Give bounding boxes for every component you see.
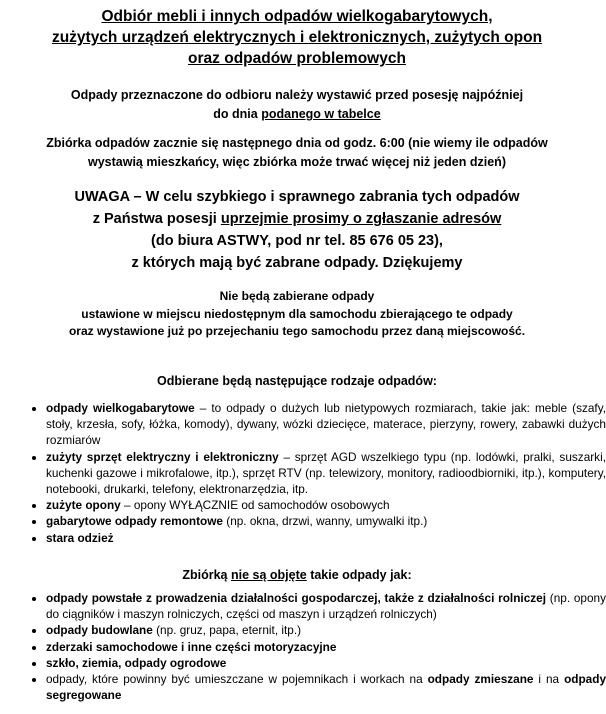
document-title (40, 6, 554, 69)
not-collected-notice (10, 288, 584, 341)
warning-line-3: (do biura ASTWY, pod nr tel. 85 676 05 23), (151, 233, 443, 249)
collection-line-2: wystawią mieszkańcy, więc zbiórka może trwać więcej niż jeden dzień) (88, 155, 506, 169)
warning-line-2-underlined: uprzejmie prosimy o zgłaszanie adresów (220, 211, 502, 227)
warning-notice (10, 186, 584, 274)
not-collected-line-3: oraz wystawione już po przejechaniu tego samochodu przez daną miejscowość. (68, 324, 526, 338)
title-line-1: Odbiór mebli i innych odpadów wielkogabarytowych, (101, 8, 493, 25)
list-item: • odpady powstałe z prowadzenia działalności gospodarczej, także z działalności rolniczej (np. opony do ciągników i maszyn rolniczych, części od maszyn i urządzeń rolniczych) (46, 590, 606, 622)
list-item: • zużyty sprzęt elektryczny i elektroniczny – sprzęt AGD wszelkiego typu (np. lodówki, pralki, suszarki, kuchenki gazowe i mikrofalowe, itp.), sprzęt RTV (np. telewizory, monitory, radioodbiorniki, itp.), komputery, notebooki, drukarki, telefony, elektronarzędzia, itp. (46, 449, 606, 498)
warning-line-2a: z Państwa posesji (92, 211, 221, 227)
not-collected-line-1: Nie będą zabierane odpady (219, 289, 375, 303)
not-collected-line-2: ustawione w miejscu niedostępnym dla samochodu zbierającego te odpady (81, 306, 513, 321)
list-item: • odpady wielkogabarytowe – to odpady o dużych lub nietypowych rozmiarach, takie jak: meble (szafy, stoły, krzesła, sofy, łóżka, komody), dywany, wózki dziecięce, materace, pierzyny, rowery, zabawki dużych rozmiarów (46, 400, 606, 449)
list-item: • szkło, ziemia, odpady ogrodowe (46, 655, 606, 671)
collected-heading: Odbierane będą następujące rodzaje odpadów: (157, 374, 437, 388)
excluded-heading: Zbiórką nie są objęte takie odpady jak: (182, 568, 412, 582)
deadline-line-1: Odpady przeznaczone do odbioru należy wystawić przed posesję najpóźniej (70, 88, 524, 102)
title-line-2: zużytych urządzeń elektrycznych i elektronicznych, zużytych opon (51, 29, 543, 46)
list-item: • zużyte opony – opony WYŁĄCZNIE od samochodów osobowych (46, 497, 606, 513)
collection-start-notice (10, 134, 584, 172)
list-item: • odpady, które powinny być umieszczane w pojemnikach i workach na odpady zmieszane i na odpady segregowane (46, 671, 606, 703)
warning-line-4: z których mają być zabrane odpady. Dziękujemy (131, 255, 463, 271)
list-item: • stara odzież (46, 530, 606, 546)
excluded-list (30, 590, 606, 703)
title-line-3: oraz odpadów problemowych (188, 50, 406, 67)
list-item: • gabarytowe odpady remontowe (np. okna, drzwi, wanny, umywalki itp.) (46, 513, 606, 529)
list-item: • zderzaki samochodowe i inne części motoryzacyjne (46, 639, 606, 655)
collected-list (30, 400, 606, 546)
collection-line-1: Zbiórka odpadów zacznie się następnego dnia od godz. 6:00 (nie wiemy ile odpadów (46, 136, 548, 150)
deadline-line-2a: do dnia (213, 107, 262, 121)
list-item: • odpady budowlane (np. gruz, papa, eternit, itp.) (46, 622, 606, 638)
warning-line-1: UWAGA – W celu szybkiego i sprawnego zabrania tych odpadów (74, 189, 520, 205)
deadline-notice (10, 86, 584, 124)
deadline-line-2-underlined: podanego w tabelce (261, 107, 381, 121)
